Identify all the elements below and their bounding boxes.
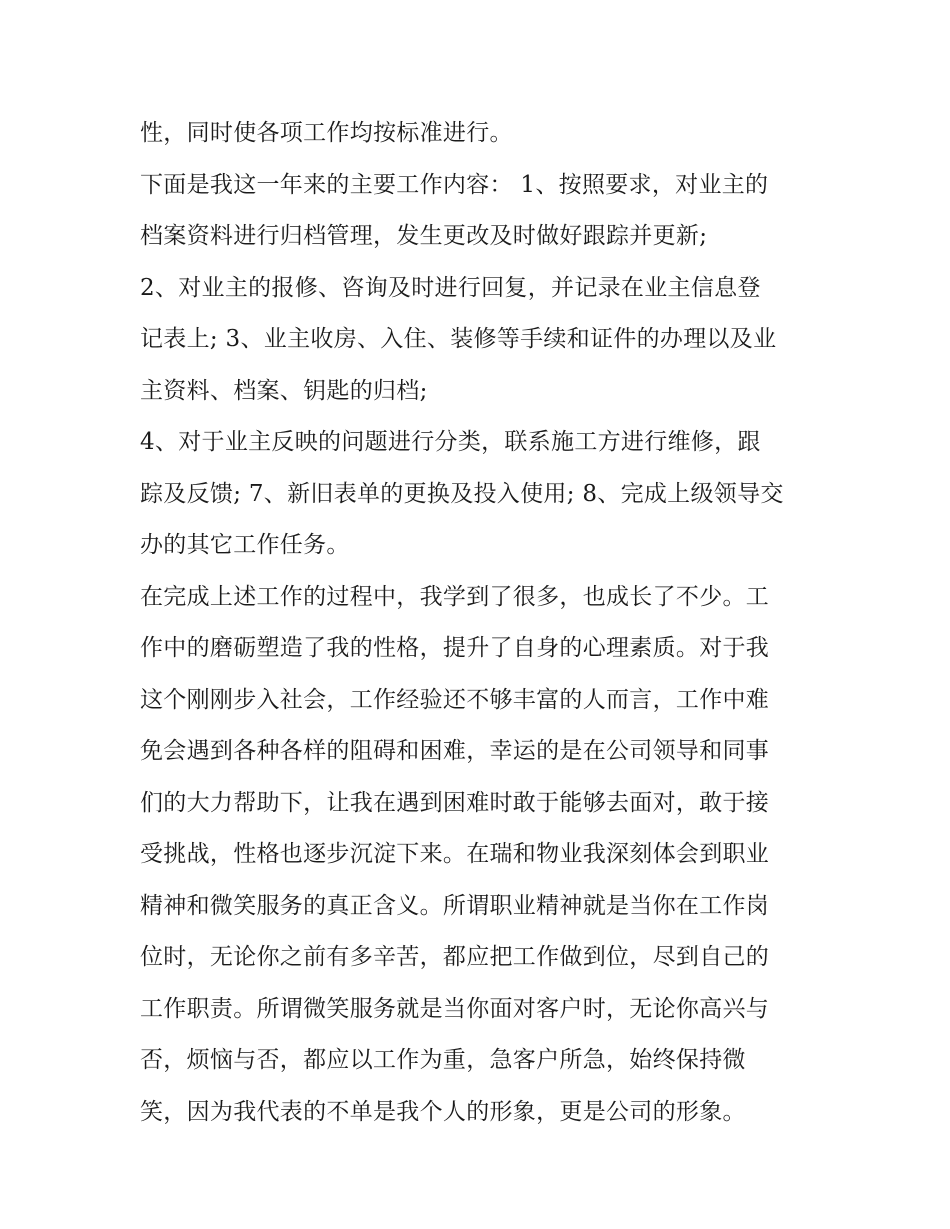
text-line: 踪及反馈; 7、新旧表单的更换及投入使用; 8、完成上级领导交 [140,480,784,507]
text-line: 性，同时使各项工作均按标准进行。 [140,120,513,146]
text-line: 下面是我这一年来的主要工作内容： 1、按照要求，对业主的 [140,171,769,198]
text-line: 主资料、档案、钥匙的归档; [140,377,428,404]
text-line: 记表上; 3、业主收房、入住、装修等手续和证件的办理以及业 [140,326,777,352]
text-line: 们的大力帮助下，让我在遇到困难时敢于能够去面对，敢于接 [140,789,770,816]
text-line: 位时，无论你之前有多辛苦，都应把工作做到位，尽到自己的 [140,944,770,970]
text-line: 档案资料进行归档管理，发生更改及时做好跟踪并更新; [140,223,708,249]
text-line: 这个刚刚步入社会，工作经验还不够丰富的人而言，工作中难 [140,686,770,713]
text-line: 在完成上述工作的过程中，我学到了很多，也成长了不少。工 [140,583,770,610]
text-line: 精神和微笑服务的真正含义。所谓职业精神就是当你在工作岗 [140,892,770,919]
text-line: 2、对业主的报修、咨询及时进行回复，并记录在业主信息登 [140,274,761,301]
text-line: 否，烦恼与否，都应以工作为重，急客户所急，始终保持微 [140,1047,746,1073]
text-line: 作中的磨砺塑造了我的性格，提升了自身的心理素质。对于我 [140,635,770,661]
text-line: 办的其它工作任务。 [140,532,350,558]
text-line: 笑，因为我代表的不单是我个人的形象，更是公司的形象。 [140,1098,746,1125]
text-line: 工作职责。所谓微笑服务就是当你面对客户时，无论你高兴与 [140,995,770,1022]
text-line: 受挑战，性格也逐步沉淀下来。在瑞和物业我深刻体会到职业 [140,841,770,867]
text-line: 4、对于业主反映的问题进行分类，联系施工方进行维修，跟 [140,429,761,455]
text-line: 免会遇到各种各样的阻碍和困难，幸运的是在公司领导和同事 [140,738,770,764]
body-text [140,108,820,1138]
